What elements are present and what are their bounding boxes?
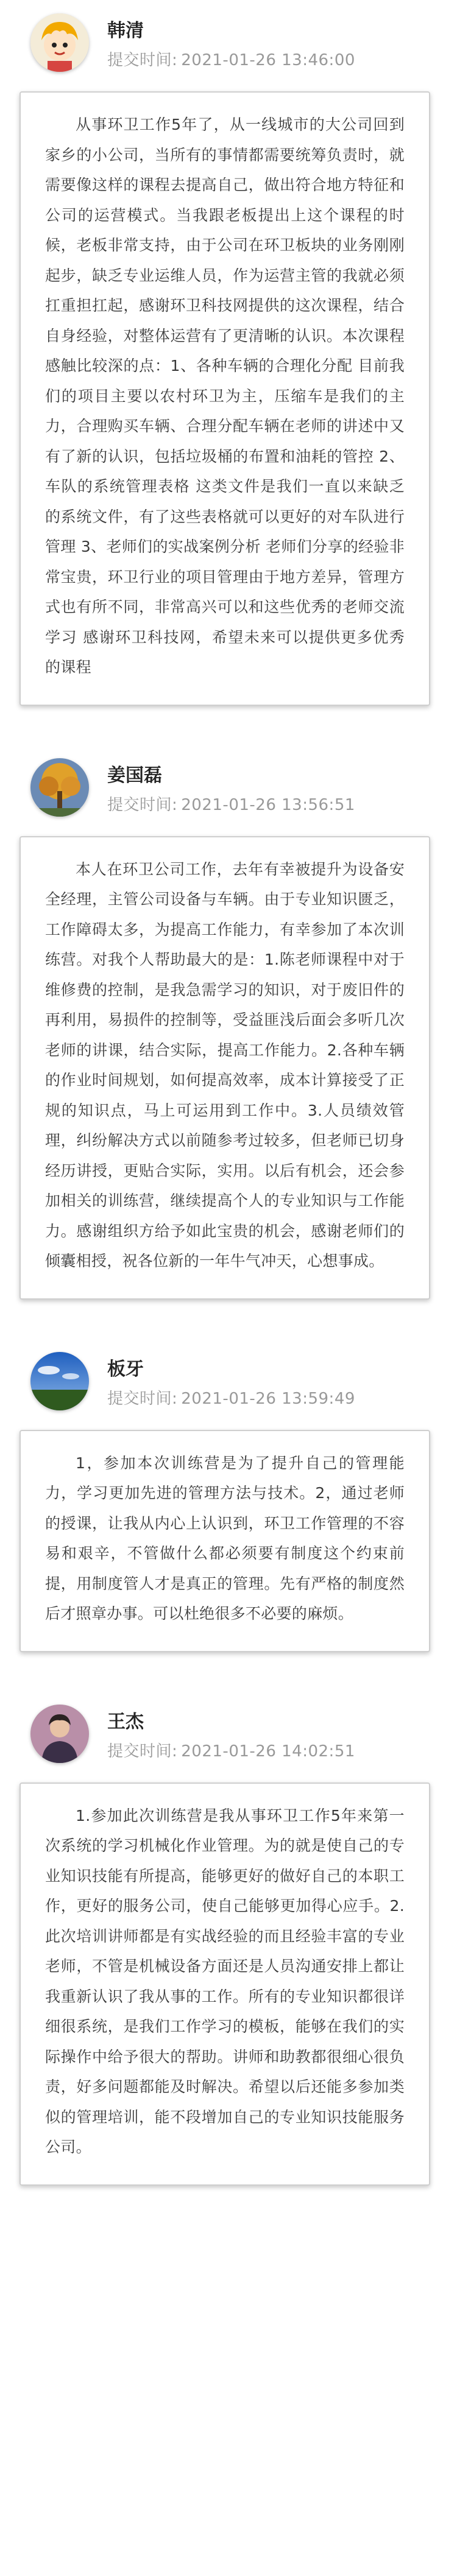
submit-time-label: 提交时间: [107, 1742, 178, 1761]
author-name: 板牙 [107, 1358, 144, 1380]
submit-time [107, 1742, 355, 1761]
post-header [0, 745, 457, 836]
avatar[interactable] [30, 13, 89, 72]
avatar[interactable] [30, 758, 89, 817]
submit-time-label: 提交时间: [107, 1389, 178, 1408]
submit-time [107, 51, 355, 69]
comment-post [0, 0, 457, 745]
submit-time-value: 2021-01-26 13:56:51 [181, 795, 355, 814]
submit-time-value: 2021-01-26 13:59:49 [181, 1389, 355, 1408]
comment-post [0, 1691, 457, 2186]
comment-text: 本人在环卫公司工作，去年有幸被提升为设备安全经理，主管公司设备与车辆。由于专业知识匮乏，工作障碍太多，为提高工作能力，有幸参加了本次训练营。对我个人帮助最大的是：1.陈老师课程中对于维修费的控制，是我急需学习的知识，对于废旧件的再利用，易损件的控制等，受益匪浅后面会多听几次老师的讲课，结合实际，提高工作能力。2.各种车辆的作业时间规划，如何提高效率，成本计算接受了正规的知识点，马上可运用到工作中。3.人员绩效管理，纠纷解决方式以前随参考过较多，但老师已切身经历讲授，更贴合实际，实用。以后有机会，还会参加相关的训练营，继续提高个人的专业知识与工作能力。感谢组织方给予如此宝贵的机会，感谢老师们的倾囊相授，祝各位新的一年牛气冲天，心想事成。 [45, 860, 405, 1270]
author-name: 王杰 [107, 1711, 144, 1733]
comment-card [19, 1430, 430, 1652]
submit-time-label: 提交时间: [107, 795, 178, 814]
person-photo-avatar-icon [30, 1705, 89, 1763]
submit-time-value: 2021-01-26 14:02:51 [181, 1742, 355, 1761]
autumn-tree-avatar-icon [30, 758, 89, 817]
comment-post [0, 1339, 457, 1691]
submit-time-value: 2021-01-26 13:46:00 [181, 51, 355, 69]
post-header [0, 1691, 457, 1782]
author-name: 韩清 [107, 20, 144, 41]
post-header [0, 0, 457, 91]
author-name: 姜国磊 [107, 764, 162, 786]
comment-card [19, 91, 430, 706]
comment-post [0, 745, 457, 1339]
cartoon-character-avatar-icon [30, 13, 89, 72]
blue-sky-landscape-avatar-icon [30, 1352, 89, 1410]
submit-time [107, 796, 355, 814]
comment-card [19, 836, 430, 1300]
submit-time [107, 1390, 355, 1408]
post-header [0, 1339, 457, 1430]
avatar[interactable] [30, 1352, 89, 1410]
comment-text: 1.参加此次训练营是我从事环卫工作5年来第一次系统的学习机械化作业管理。为的就是使自己的专业知识技能有所提高，能够更好的做好自己的本职工作，更好的服务公司，使自己能够更加得心应手。2.此次培训讲师都是有实战经验的而且经验丰富的专业老师，不管是机械设备方面还是人员沟通安排上都让我重新认识了我从事的工作。所有的专业知识都很详细很系统，是我们工作学习的模板，能够在我们的实际操作中给予很大的帮助。讲师和助教都很细心很负责，好多问题都能及时解决。希望以后还能多参加类似的管理培训，能不段增加自己的专业知识技能服务公司。 [45, 1806, 405, 2156]
comment-card [19, 1782, 430, 2186]
comment-text: 从事环卫工作5年了，从一线城市的大公司回到家乡的小公司，当所有的事情都需要统筹负责时，就需要像这样的课程去提高自己，做出符合地方特征和公司的运营模式。当我跟老板提出上这个课程的时候，老板非常支持，由于公司在环卫板块的业务刚刚起步，缺乏专业运维人员，作为运营主管的我就必须扛重担扛起，感谢环卫科技网提供的这次课程，结合自身经验，对整体运营有了更清晰的认识。本次课程感触比较深的点：1、各种车辆的合理化分配 目前我们的项目主要以农村环卫为主，压缩车是我们的主力，合理购买车辆、合理分配车辆在老师的讲述中又有了新的认识，包括垃圾桶的布置和油耗的管控 2、车队的系统管理表格 这类文件是我们一直以来缺乏的系统文件，有了这些表格就可以更好的对车队进行管理 3、老师们的实战案例分析 老师们分享的经验非常宝贵，环卫行业的项目管理由于地方差异，管理方式也有所不同，非常高兴可以和这些优秀的老师交流学习 感谢环卫科技网，希望未来可以提供更多优秀的课程 [45, 116, 405, 676]
avatar[interactable] [30, 1705, 89, 1763]
comment-text: 1，参加本次训练营是为了提升自己的管理能力，学习更加先进的管理方法与技术。2，通过老师的授课，让我从内心上认识到，环卫工作管理的不容易和艰辛，不管做什么都必须要有制度这个约束前提，用制度管人才是真正的管理。先有严格的制度然后才照章办事。可以杜绝很多不必要的麻烦。 [45, 1454, 405, 1622]
submit-time-label: 提交时间: [107, 51, 178, 69]
